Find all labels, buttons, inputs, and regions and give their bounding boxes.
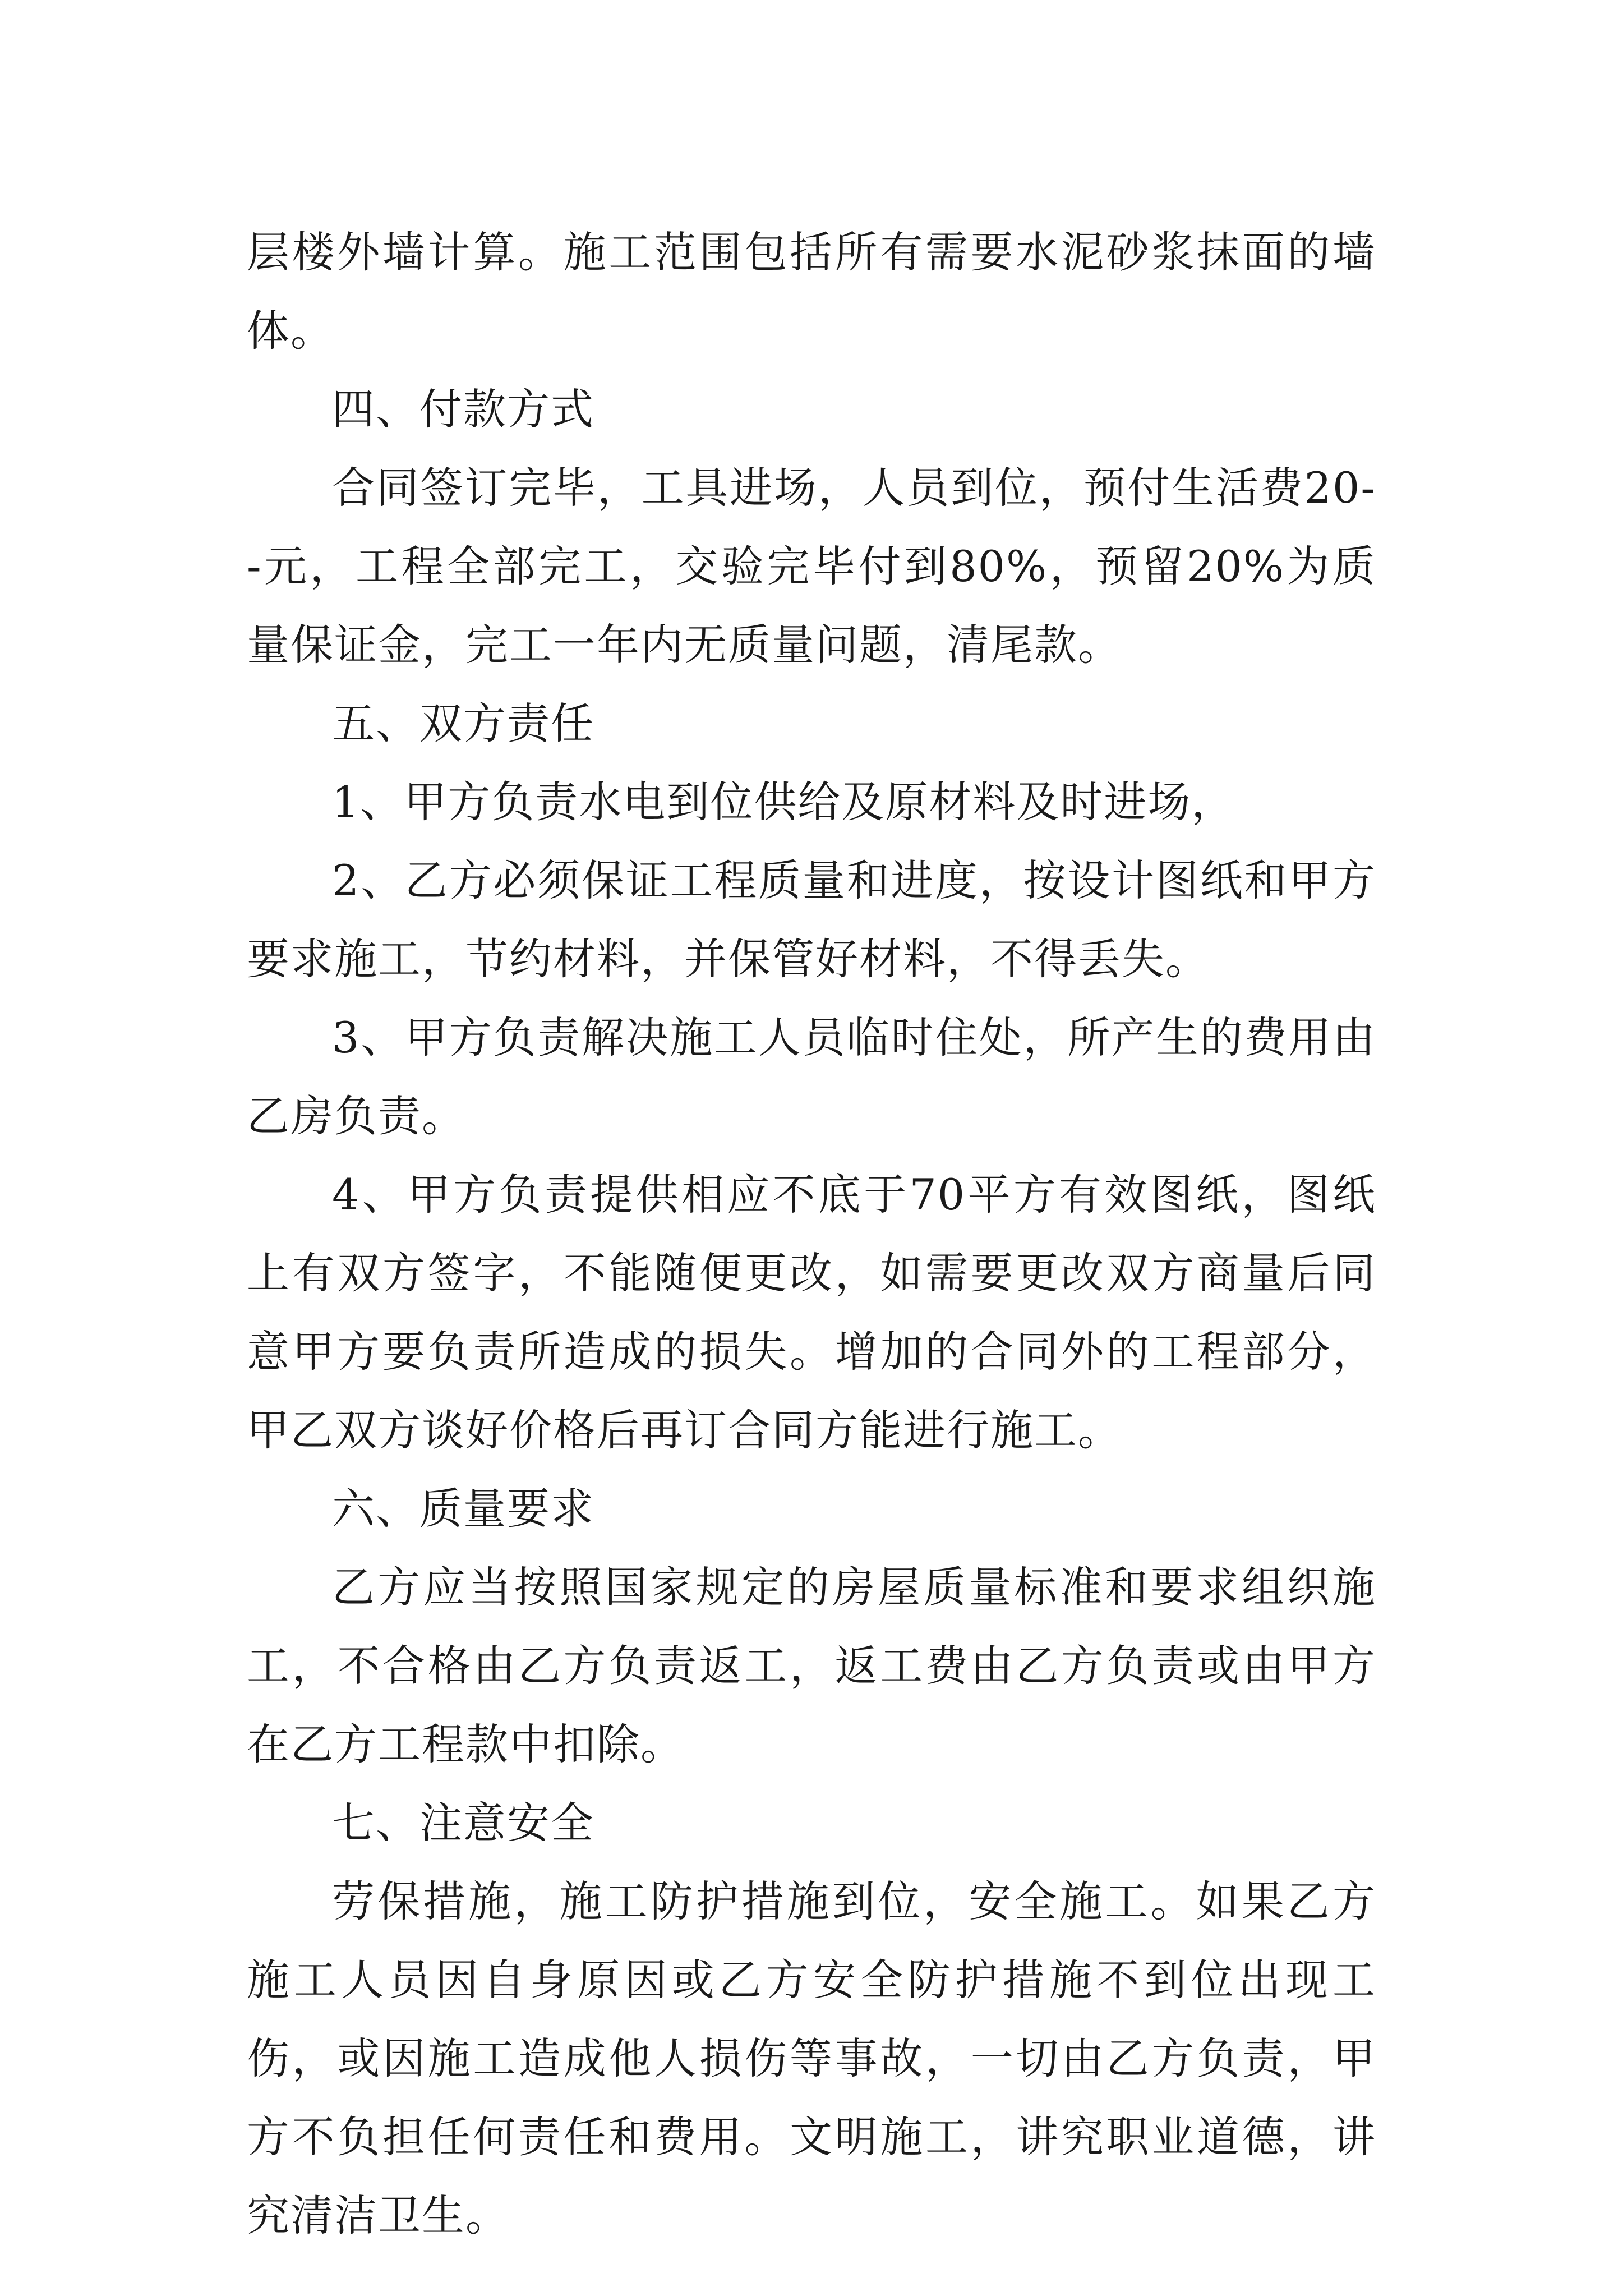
paragraph-responsibility-2: 2、乙方必须保证工程质量和进度，按设计图纸和甲方要求施工，节约材料，并保管好材料，不得丢失。 — [247, 855, 1376, 984]
heading-responsibilities: 五、双方责任 — [332, 698, 594, 748]
paragraph-responsibility-1: 1、甲方负责水电到位供给及原材料及时进场， — [332, 777, 1235, 827]
heading-quality-requirements: 六、质量要求 — [332, 1484, 594, 1534]
paragraph-quality: 乙方应当按照国家规定的房屋质量标准和要求组织施工，不合格由乙方负责返工，返工费由乙方负责或由甲方在乙方工程款中扣除。 — [247, 1562, 1376, 1769]
paragraph-payment-terms: 合同签订完毕，工具进场，人员到位，预付生活费20--元，工程全部完工，交验完毕付到80%，预留20%为质量保证金，完工一年内无质量问题，清尾款。 — [247, 463, 1376, 670]
paragraph-responsibility-3: 3、甲方负责解决施工人员临时住处，所产生的费用由乙房负责。 — [247, 1013, 1376, 1141]
paragraph-responsibility-4: 4、甲方负责提供相应不底于70平方有效图纸，图纸上有双方签字，不能随便更改，如需要更改双方商量后同意甲方要负责所造成的损失。增加的合同外的工程部分，甲乙双方谈好价格后再订合同方能进行施工。 — [247, 1170, 1376, 1455]
paragraph-safety: 劳保措施，施工防护措施到位，安全施工。如果乙方施工人员因自身原因或乙方安全防护措施不到位出现工伤，或因施工造成他人损伤等事故，一切由乙方负责，甲方不负担任何责任和费用。文明施工，讲究职业道德，讲究清洁卫生。 — [247, 1876, 1376, 2240]
paragraph-continuation: 层楼外墙计算。施工范围包括所有需要水泥砂浆抹面的墙体。 — [247, 227, 1376, 356]
heading-payment-method: 四、付款方式 — [332, 384, 594, 434]
heading-safety: 七、注意安全 — [332, 1798, 594, 1848]
